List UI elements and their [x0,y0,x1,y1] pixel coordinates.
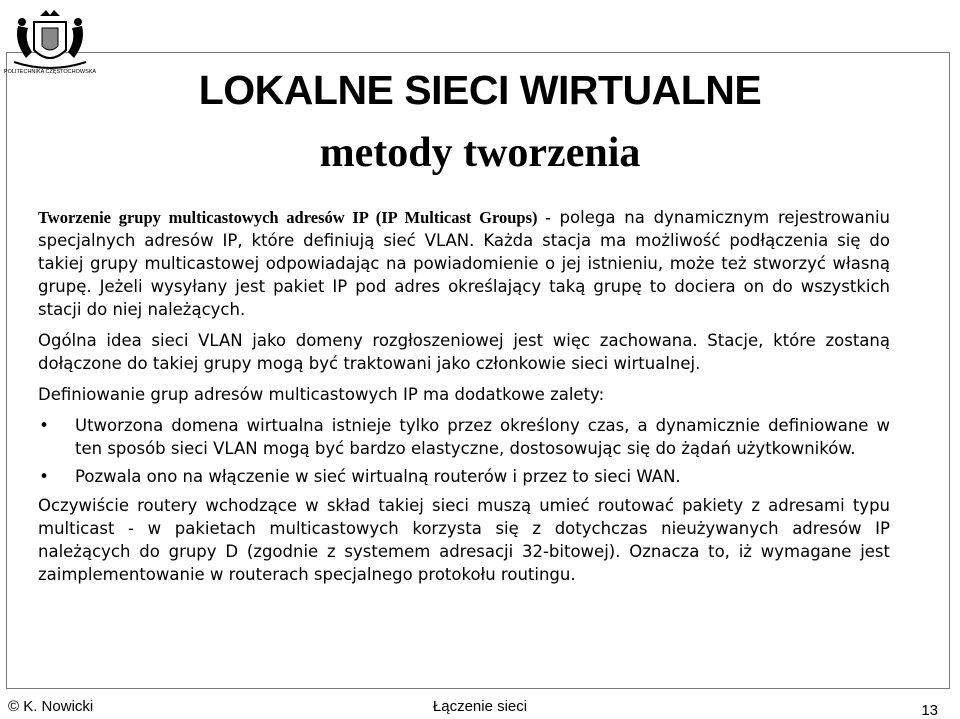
list-item-text: Pozwala ono na włączenie w sieć wirtualną routerów i przez to sieci WAN. [75,467,681,486]
footer-author: © K. Nowicki [8,698,94,715]
advantages-list [38,414,890,488]
bullet-icon: • [39,467,49,486]
bullet-icon: • [39,416,49,435]
list-item [38,465,890,488]
paragraph-advantages-intro: Definiowanie grup adresów multicastowych IP ma dodatkowe zalety: [38,385,605,404]
slide-body [38,206,890,594]
logo-text: POLITECHNIKA CZĘSTOCHOWSKA [4,69,96,75]
page-number: 13 [921,702,938,719]
slide-subtitle: metody tworzenia [319,130,641,176]
paragraph-text: polega na dynamicznym rejestrowaniu specjalnych adresów IP, które definiują sieć VLAN. Każda stacja ma możliwość podłączenia się do takiej grupy multicastowej odpowiadając na powiadomienie o jej istnieniu, może też stworzyć własną grupę. Jeżeli wysyłany jest pakiet IP pod adres określający taką grupę to dociera on do wszystkich stacji do niej należących. [38,208,890,319]
term-multicast-groups: Tworzenie grupy multicastowych adresów IP (IP Multicast Groups) - [38,208,551,227]
paragraph-multicast-groups [38,206,890,321]
paragraph-routers: Oczywiście routery wchodzące w skład takiej sieci muszą umieć routować pakiety z adresami typu multicast - w pakietach multicastowych korzysta się z dotychczas nieużywanych adresów IP należących do grupy D (zgodnie z systemem adresacji 32-bitowej). Oznacza to, iż wymagane jest zaimplementowanie w routerach specjalnego protokołu routingu. [38,496,890,584]
list-item-text: Utworzona domena wirtualna istnieje tylko przez określony czas, a dynamicznie definiowane w ten sposób sieci VLAN mogą być bardzo elastyczne, dostosowując się do żądań użytkowników. [75,416,890,458]
slide-title: LOKALNE SIECI WIRTUALNE [198,67,762,113]
paragraph-vlan-idea: Ogólna idea sieci VLAN jako domeny rozgłoszeniowej jest więc zachowana. Stacje, które zostaną dołączone do takiej grupy mogą być traktowani jako członkowie sieci wirtualnej. [38,331,890,373]
list-item [38,414,890,460]
footer-course: Łączenie sieci [432,698,528,715]
